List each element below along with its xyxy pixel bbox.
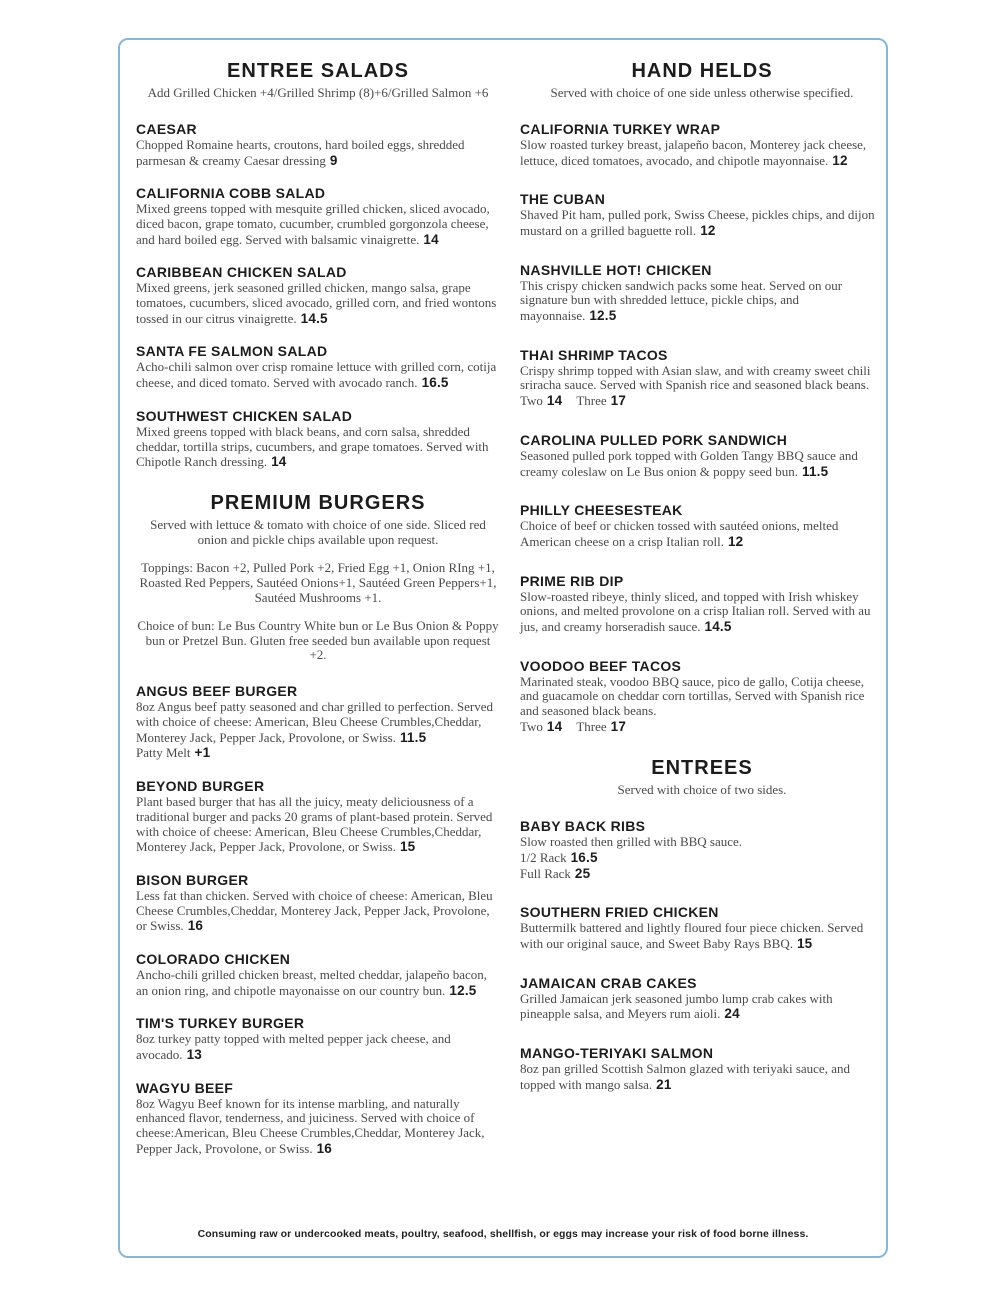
menu-item-name: THE CUBAN [520, 191, 606, 208]
menu-item-desc-text: Buttermilk battered and lightly floured four piece chicken. Served with our original sauce, and Sweet Baby Rays BBQ. [520, 920, 864, 952]
menu-item-price: 12.5 [589, 308, 617, 324]
menu-item-mango-teriyaki-salmon [520, 1045, 884, 1092]
menu-item-name: SANTA FE SALMON SALAD [136, 343, 328, 360]
section-title: ENTREE SALADS [227, 60, 409, 82]
menu-item-price: 16.5 [421, 375, 449, 391]
size-price: 25 [574, 865, 591, 881]
menu-item-jamaican-crab-cakes [520, 975, 884, 1022]
menu-item-name: CALIFORNIA COBB SALAD [136, 185, 326, 202]
menu-item-name: CAESAR [136, 120, 197, 137]
menu-item-description [136, 202, 500, 247]
menu-item-santa-fe-salmon-salad [136, 343, 500, 390]
menu-item-description [520, 364, 884, 393]
size-label: 1/2 Rack [520, 850, 567, 865]
menu-item-description [520, 921, 884, 951]
menu-item-description [520, 675, 884, 719]
menu-item-price: 14.5 [300, 310, 328, 326]
size-price: 17 [610, 718, 627, 734]
menu-item-desc-text: Ancho-chili grilled chicken breast, melted cheddar, jalapeño bacon, an onion ring, and chipotle mayonaisse on our country bun. [136, 966, 488, 998]
menu-item-description [520, 590, 884, 635]
menu-item-carolina-pulled-pork-sandwich [520, 432, 884, 479]
size-label: Two [520, 718, 543, 734]
size-label: Three [576, 393, 607, 409]
menu-item-desc-text: Shaved Pit ham, pulled pork, Swiss Cheese, pickles chips, and dijon mustard on a grilled baguette roll. [520, 207, 875, 238]
menu-item-beyond-burger [136, 778, 500, 855]
menu-item-name: ANGUS BEEF BURGER [136, 683, 298, 700]
menu-item-tims-turkey-burger [136, 1015, 500, 1062]
menu-item-price: 12.5 [449, 982, 477, 998]
menu-item-price: 11.5 [399, 729, 427, 745]
menu-item-desc-text: 8oz Wagyu Beef known for its intense marbling, and naturally enhanced flavor, tenderness, and juiciness. Served with choice of cheese:American, Bleu Cheese Crumbles,Cheddar, Monterey Jack, Pepper Jack, Provolone, or Swiss. [136, 1095, 485, 1156]
menu-item-desc-text: Less fat than chicken. Served with choice of cheese: American, Bleu Cheese Crumbles,Cheddar, Monterey Jack, Pepper Jack, Provolone, or Swiss. [136, 887, 493, 934]
menu-border-box [118, 38, 888, 1258]
menu-item-desc-text: Mixed greens, jerk seasoned grilled chicken, mango salsa, grape tomatoes, cucumbers, sliced avocado, grilled corn, and fried wontons tossed in our citrus vinaigrette. [136, 280, 497, 326]
menu-item-price: 14 [271, 454, 287, 470]
menu-item-name: PHILLY CHEESESTEAK [520, 502, 683, 519]
menu-item-description [520, 138, 884, 168]
menu-item-size-prices [520, 719, 884, 735]
menu-item-price: 15 [399, 839, 416, 855]
menu-item-name: BISON BURGER [136, 871, 249, 888]
size-price: 14 [546, 393, 563, 409]
section-note: Add Grilled Chicken +4/Grilled Shrimp (8)+6/Grilled Salmon +6 [147, 85, 489, 100]
section-items [136, 683, 500, 1156]
menu-item-thai-shrimp-tacos [520, 347, 884, 409]
menu-item-desc-text: Grilled Jamaican jerk seasoned jumbo lump crab cakes with pineapple salsa, and Meyers rum aioli. [520, 990, 833, 1022]
menu-item-the-cuban [520, 191, 884, 238]
menu-item-description [136, 138, 500, 168]
menu-item-desc-text: Chopped Romaine hearts, croutons, hard boiled eggs, shredded parmesan & creamy Caesar dressing [136, 136, 465, 168]
menu-item-price: 12 [832, 152, 848, 168]
menu-column-left [136, 60, 500, 1173]
menu-item-name: VOODOO BEEF TACOS [520, 657, 682, 674]
menu-item-price: 13 [186, 1047, 202, 1062]
menu-item-description [136, 968, 500, 998]
section-note: Served with lettuce & tomato with choice of one side. Sliced red onion and pickle chips available upon request. [150, 516, 486, 547]
menu-item-desc-text: Choice of beef or chicken tossed with sautéed onions, melted American cheese on a crisp Italian roll. [520, 518, 839, 549]
menu-column-right [520, 60, 884, 1116]
menu-item-southern-fried-chicken [520, 904, 884, 951]
option-price: +1 [194, 745, 211, 761]
size-price: 16.5 [570, 850, 598, 865]
menu-item-desc-text: Slow-roasted ribeye, thinly sliced, and topped with Irish whiskey onions, and melted provolone on a crisp Italian roll. Served with au jus, and creamy horseradish sauce. [520, 588, 871, 634]
menu-item-size-prices [520, 850, 884, 866]
menu-item-desc-text: Mixed greens topped with mesquite grilled chicken, sliced avocado, diced bacon, grape tomato, cucumber, crumbled gorgonzola cheese, and hard boiled egg. Served with balsamic vinaigrette. [136, 201, 490, 247]
menu-item-california-cobb-salad [136, 185, 500, 247]
menu-item-desc-text: Slow roasted turkey breast, jalapeño bacon, Monterey jack cheese, lettuce, diced tomatoes, avocado, and chipotle mayonnaise. [520, 136, 867, 168]
menu-item-desc-text: Slow roasted then grilled with BBQ sauce. [520, 834, 743, 850]
size-price: 17 [610, 393, 627, 409]
menu-item-description [520, 992, 884, 1022]
menu-item-name: CARIBBEAN CHICKEN SALAD [136, 264, 347, 281]
menu-item-price: 12 [700, 223, 716, 238]
section-note: Choice of bun: Le Bus Country White bun or Le Bus Onion & Poppy bun or Pretzel Bun. Gluten free seeded bun available upon request +2. [137, 617, 499, 663]
menu-item-name: COLORADO CHICKEN [136, 950, 291, 967]
menu-item-baby-back-ribs [520, 818, 884, 881]
menu-item-name: JAMAICAN CRAB CAKES [520, 974, 697, 991]
menu-item-desc-text: 8oz Angus beef patty seasoned and char grilled to perfection. Served with choice of cheese: American, Bleu Cheese Crumbles,Cheddar, Monterey Jack, Pepper Jack, Provolone, or Swiss. [136, 699, 494, 745]
menu-item-desc-text: 8oz pan grilled Scottish Salmon glazed with teriyaki sauce, and topped with mango salsa. [520, 1061, 850, 1092]
menu-item-description [520, 1062, 884, 1092]
menu-item-name: WAGYU BEEF [136, 1079, 234, 1096]
menu-item-name: BEYOND BURGER [136, 778, 265, 795]
size-label: Three [576, 718, 607, 734]
menu-item-description [520, 835, 884, 850]
menu-item-caribbean-chicken-salad [136, 264, 500, 326]
menu-item-description [136, 795, 500, 855]
menu-item-description [136, 360, 500, 390]
menu-item-size-prices [520, 866, 884, 882]
menu-item-wagyu-beef [136, 1080, 500, 1157]
menu-item-name: TIM'S TURKEY BURGER [136, 1015, 305, 1032]
menu-item-desc-text: Seasoned pulled pork topped with Golden Tangy BBQ sauce and creamy coleslaw on Le Bus onion & poppy seed bun. [520, 447, 858, 479]
menu-item-colorado-chicken [136, 951, 500, 998]
menu-item-name: SOUTHERN FRIED CHICKEN [520, 904, 719, 921]
menu-item-name: BABY BACK RIBS [520, 818, 646, 835]
menu-item-option [136, 745, 500, 761]
size-price: 14 [546, 718, 563, 734]
option-label: Patty Melt [136, 745, 191, 761]
menu-item-price: 24 [724, 1006, 740, 1022]
menu-item-name: CALIFORNIA TURKEY WRAP [520, 120, 721, 137]
section-note: Served with choice of one side unless otherwise specified. [550, 85, 854, 100]
menu-item-bison-burger [136, 872, 500, 934]
menu-item-price: 16 [187, 918, 204, 934]
menu-item-angus-beef-burger [136, 683, 500, 761]
menu-item-name: CAROLINA PULLED PORK SANDWICH [520, 431, 788, 448]
size-label: Two [520, 393, 543, 409]
section-note: Toppings: Bacon +2, Pulled Pork +2, Fried Egg +1, Onion RIng +1, Roasted Red Peppers, Sautéed Onions+1, Sautéed Green Peppers+1, Sautéed Mushrooms +1. [139, 559, 497, 605]
menu-item-desc-text: This crispy chicken sandwich packs some heat. Served on our signature bun with shredded lettuce, pickle chips, and mayonnaise. [520, 277, 843, 324]
menu-item-name: PRIME RIB DIP [520, 572, 624, 589]
menu-item-california-turkey-wrap [520, 121, 884, 168]
menu-item-price: 11.5 [802, 463, 829, 479]
menu-item-description [136, 889, 500, 934]
menu-item-price: 15 [796, 936, 813, 952]
menu-item-desc-text: Plant based burger that has all the juicy, meaty deliciousness of a traditional burger and packs 20 grams of plant-based protein. Served with choice of cheese: American, Bleu Cheese Crumbles,Cheddar, Monterey Jack, Pepper Jack, Provolone, or Swiss. [136, 794, 493, 855]
menu-item-philly-cheesesteak [520, 502, 884, 549]
menu-item-price: 14.5 [704, 618, 732, 634]
menu-item-description [136, 700, 500, 745]
size-label: Full Rack [520, 865, 571, 881]
menu-item-size-prices [520, 393, 884, 409]
menu-item-voodoo-beef-tacos [520, 658, 884, 735]
menu-item-desc-text: Acho-chili salmon over crisp romaine lettuce with grilled corn, cotija cheese, and diced tomato. Served with avocado ranch. [136, 359, 497, 391]
menu-item-price: 16 [316, 1140, 332, 1156]
menu-item-price: 12 [727, 533, 744, 549]
menu-item-description [136, 1097, 500, 1157]
section-title: ENTREES [651, 757, 753, 780]
menu-item-desc-text: Crispy shrimp topped with Asian slaw, and with creamy sweet chili sriracha sauce. Served with Spanish rice and seasoned black beans. [520, 362, 871, 393]
section-hand-helds [520, 60, 884, 734]
menu-item-price: 9 [329, 152, 338, 168]
section-entree-salads [136, 60, 500, 470]
menu-item-nashville-hot-chicken [520, 262, 884, 324]
section-items [520, 818, 884, 1092]
section-note: Served with choice of two sides. [617, 782, 787, 798]
section-items [520, 121, 884, 734]
section-title: PREMIUM BURGERS [210, 491, 426, 514]
menu-item-name: THAI SHRIMP TACOS [520, 346, 668, 363]
menu-item-name: NASHVILLE HOT! CHICKEN [520, 261, 712, 278]
menu-item-price: 14 [423, 231, 439, 247]
menu-item-description [520, 519, 884, 549]
menu-item-description [136, 281, 500, 326]
menu-item-southwest-chicken-salad [136, 408, 500, 470]
section-items [136, 121, 500, 470]
menu-item-desc-text: 8oz turkey patty topped with melted pepper jack cheese, and avocado. [136, 1031, 451, 1062]
section-entrees [520, 757, 884, 1092]
menu-item-name: MANGO-TERIYAKI SALMON [520, 1045, 714, 1062]
menu-item-desc-text: Mixed greens topped with black beans, and corn salsa, shredded cheddar, tortilla strips, cucumbers, and grape tomatoes. Served with Chipotle Ranch dressing. [136, 423, 489, 470]
health-disclaimer: Consuming raw or undercooked meats, poultry, seafood, shellfish, or eggs may increase your risk of food borne illness. [197, 1228, 809, 1240]
menu-item-price: 21 [656, 1076, 672, 1092]
menu-item-description [136, 1032, 500, 1062]
section-title: HAND HELDS [631, 60, 773, 82]
menu-item-prime-rib-dip [520, 573, 884, 635]
menu-item-desc-text: Marinated steak, voodoo BBQ sauce, pico de gallo, Cotija cheese, and guacamole on cheddar corn tortillas, Served with Spanish rice and seasoned black beans. [520, 673, 865, 718]
menu-item-description [520, 208, 884, 238]
menu-item-caesar [136, 121, 500, 168]
menu-item-description [520, 449, 884, 479]
section-premium-burgers [136, 492, 500, 1157]
menu-item-description [520, 279, 884, 324]
menu-item-name: SOUTHWEST CHICKEN SALAD [136, 407, 353, 424]
menu-item-description [136, 425, 500, 470]
